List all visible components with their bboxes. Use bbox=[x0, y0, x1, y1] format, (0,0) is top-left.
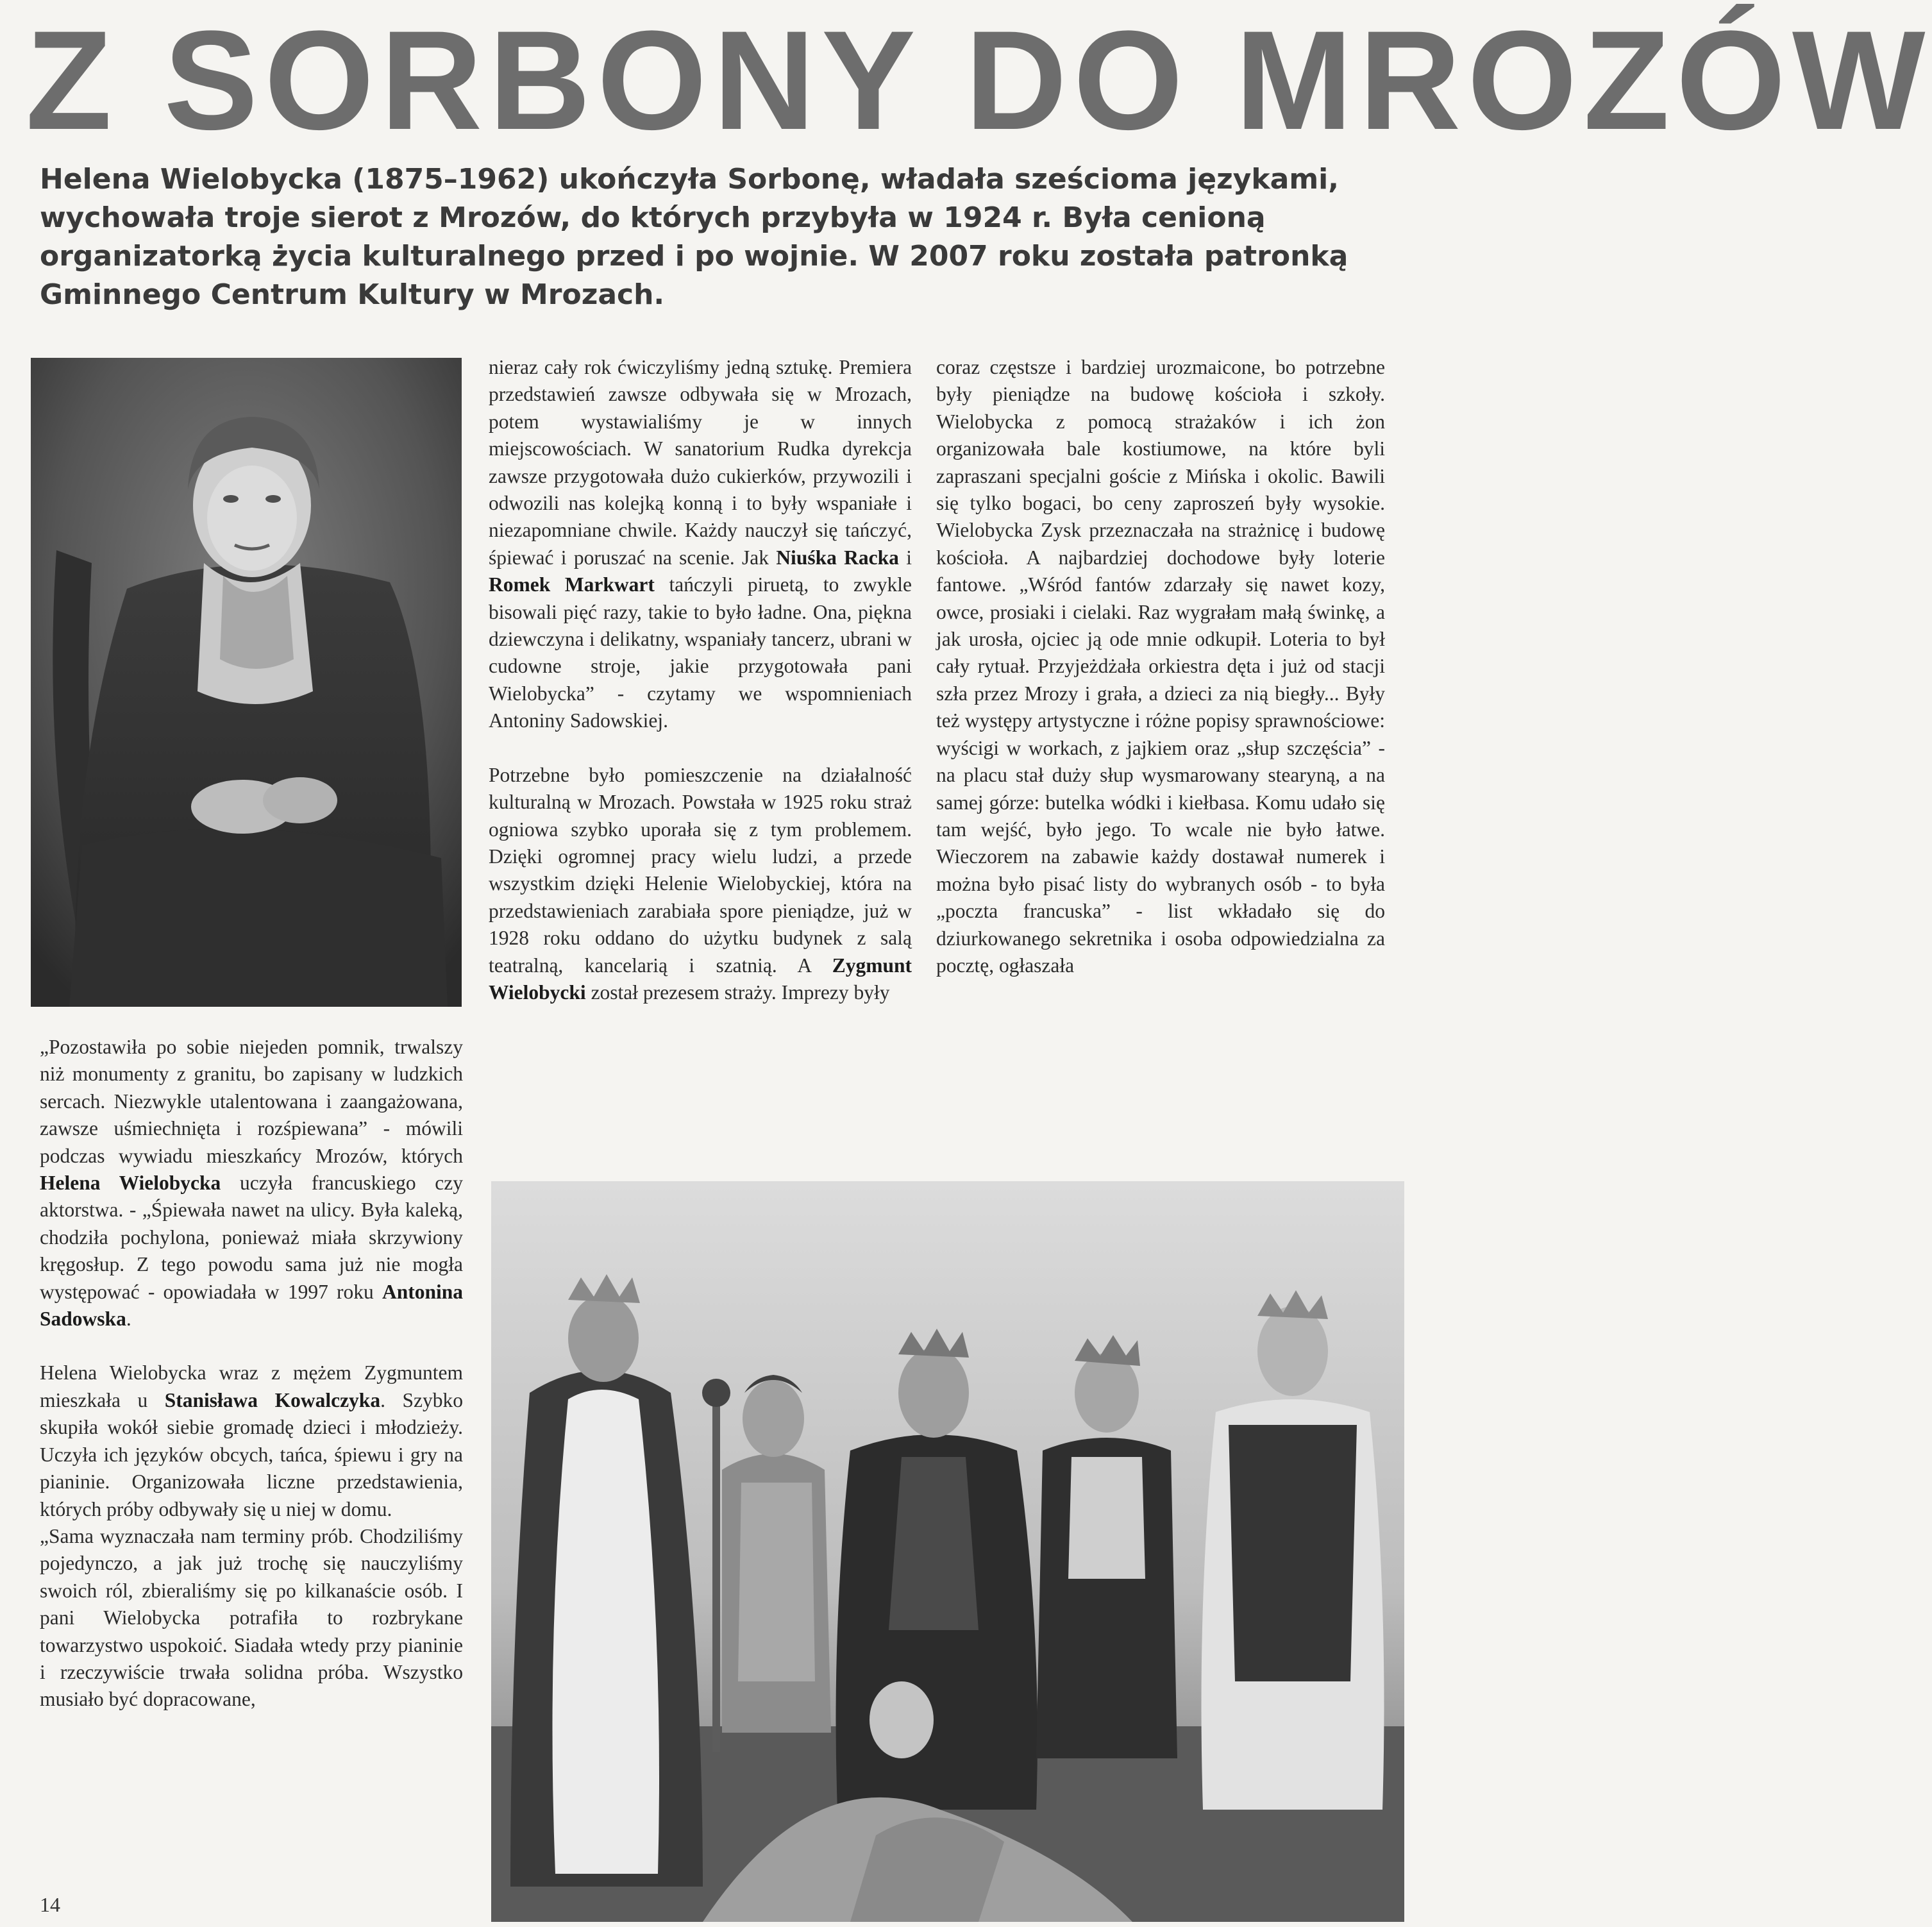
bold-name: Romek Markwart bbox=[489, 573, 655, 596]
page-number: 14 bbox=[40, 1893, 60, 1916]
bold-name: Helena Wielobycka bbox=[40, 1172, 221, 1195]
col1-paragraph-1 bbox=[40, 1034, 463, 1333]
col2-paragraph-2 bbox=[489, 762, 912, 1007]
text-run: Potrzebne było pomieszczenie na działalność kulturalną w Mrozach. Powstała w 1925 roku straż ogniowa szybko uporała się z tym problemem. Dzięki ogromnej pracy wielu ludzi, a przede wszystkim dzięki Helenie Wielobyckiej, która na przedstawieniach zarabiała spore pieniądze, już w 1928 roku oddano do użytku budynek z salą teatralną, kancelarią i szatnią. A bbox=[489, 763, 912, 977]
column-3 bbox=[936, 354, 1385, 979]
text-run: uczyła francuskiego czy aktorstwa. - „Śpiewała nawet na ulicy. Była kaleką, chodziła pochylona, ponieważ miała skrzywiony kręgosłup. Z tego powodu sama już nie mogła występować - opowiadała w 1997 roku bbox=[40, 1172, 464, 1303]
column-1 bbox=[40, 1034, 463, 1713]
text-run: . Szybko skupiła wokół siebie gromadę dzieci i młodzieży. Uczyła ich języków obcych, tańca, śpiewu i gry na pianinie. Organizowała liczne przedstawienia, których próby odbywały się u niej w domu. bbox=[40, 1388, 463, 1520]
text-run: . bbox=[126, 1308, 131, 1331]
lede: Helena Wielobycka (1875–1962) ukończyła Sorbonę, władała sześcioma językami, wychowała troje sierot z Mrozów, do których przybyła w 1924 r. Była cenioną organizatorką życia kulturalnego przed i po wojnie. W 2007 roku została patronką Gminnego Centrum Kultury w Mrozach. bbox=[40, 163, 1348, 311]
group-costume-photo bbox=[491, 1181, 1404, 1922]
text-run: „Pozostawiła po sobie niejeden pomnik, trwalszy niż monumenty z granitu, bo zapisany w ludzkich sercach. Niezwykle utalentowana i zaangażowana, zawsze uśmiechnięta i rozśpiewana” - mówili podczas wywiadu mieszkańcy Mrozów, których bbox=[40, 1036, 463, 1167]
bold-name: Zygmunt Wielobycki bbox=[489, 954, 912, 1004]
bold-name: Stanisława Kowalczyka bbox=[164, 1388, 381, 1411]
text-run: został prezesem straży. Imprezy były bbox=[585, 980, 890, 1004]
col3-paragraph-1: coraz częstsze i bardziej urozmaicone, bo potrzebne były pieniądze na budowę kościoła i szkoły. Wielobycka z pomocą strażaków i ich żon organizowała bale kostiumowe, na które byli zapraszani specjalni goście z Mińska i okolic. Bawili się tylko bogaci, bo ceny zaproszeń były wysokie. Wielobycka Zysk przeznaczała na strażnicę i budowę kościoła. A najbardziej dochodowe były loterie fantowe. „Wśród fantów zdarzały się nawet kozy, owce, prosiaki i cielaki. Raz wygrałam małą świnkę, a jak urosła, ojciec ją ode mnie odkupił. Loteria to był cały rytuał. Przyjeżdżała orkiestra dęta i już od stacji szła przez Mrozy i grała, a dzieci za nią biegły... Były też występy artystyczne i różne popisy sprawnościowe: wyścigi w workach, z jajkiem oraz „słup szczęścia” - na placu stał duży słup wysmarowany stearyną, a na samej górze: butelka wódki i kiełbasa. Komu udało się tam wejść, było jego. To wcale nie było łatwe. Wieczorem na zabawie każdy dostawał numerek i można było pisać listy do wybranych osób - to była „poczta francuska” - list wkładało się do dziurkowanego sekretnika i osoba odpowiedzialna za pocztę, ogłaszała bbox=[936, 356, 1385, 977]
text-run: nieraz cały rok ćwiczyliśmy jedną sztukę. Premiera przedstawień zawsze odbywała się w Mrozach, potem wystawialiśmy je w innych miejscowościach. W sanatorium Rudka dyrekcja zawsze przygotowała dużo cukierków, przywozili i odwozili nas kolejką konną i to były wspaniałe i niezapomniane chwile. Każdy nauczył się tańczyć, śpiewać i poruszać na scenie. Jak bbox=[489, 356, 912, 569]
text-run: i bbox=[898, 546, 912, 569]
text-run: Helena Wielobycka wraz z mężem Zygmuntem mieszkała u bbox=[40, 1361, 463, 1411]
bold-name: Antonina Sadowska bbox=[40, 1280, 463, 1331]
column-2 bbox=[489, 354, 912, 1006]
col1-paragraph-3: „Sama wyznaczała nam terminy prób. Chodziliśmy pojedynczo, a jak już trochę się nauczyliśmy swoich ról, zbieraliśmy się po kilkanaście osób. I pani Wielobycka potrafiła to rozbrykane towarzystwo uspokoić. Siadała wtedy przy pianinie i rzeczywiście trwała solidna próba. Wszystko musiało być dopracowane, bbox=[40, 1524, 463, 1711]
text-run: tańczyli piruetą, to zwykle bisowali pięć razy, takie to było ładne. Ona, piękna dziewczyna i delikatny, wspaniały tancerz, ubrani w cudowne stroje, jakie przygotowała pani Wielobycka” - czytamy we wspomnieniach Antoniny Sadowskiej. bbox=[489, 573, 912, 732]
headline: Z SORBONY DO MROZÓW bbox=[26, 1, 1932, 159]
col2-paragraph-1 bbox=[489, 354, 912, 735]
bold-name: Niuśka Racka bbox=[776, 546, 899, 569]
col1-paragraph-2 bbox=[40, 1359, 463, 1522]
portrait-photo bbox=[31, 358, 462, 1007]
